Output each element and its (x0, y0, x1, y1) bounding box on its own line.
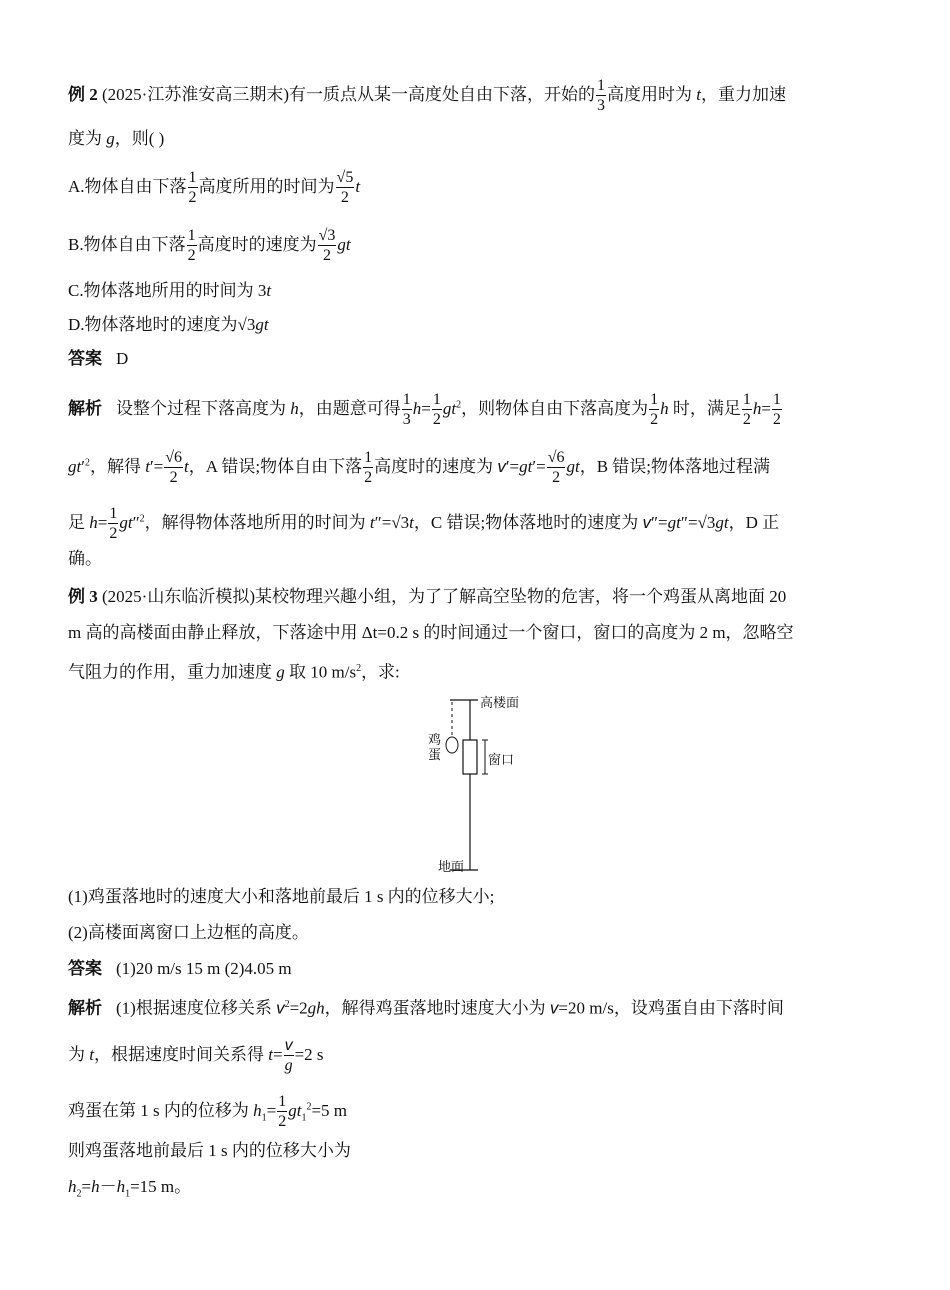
option-a: A.物体自由下落 $\frac{1}{2}$ 高度所用的时间为 $\frac{√5}{2}$ t (68, 169, 361, 206)
egg-drop-diagram (400, 688, 550, 874)
label-window: 窗口 (488, 752, 515, 767)
ex3-question-1: (1)鸡蛋落地时的速度大小和落地前最后 1 s 内的位移大小; (68, 887, 495, 906)
fraction-one-third: $\frac{1}{3}$ (596, 77, 605, 114)
ex2-analysis-line4: 确。 (68, 549, 102, 568)
option-d: D.物体落地时的速度为√3gt (68, 315, 269, 334)
ex3-analysis-line5: $h_2=h-h_1=15$ m。 (68, 1177, 192, 1200)
ex3-label: 例 3 (68, 587, 98, 606)
label-ground: 地面 (438, 859, 465, 874)
ex3-analysis-line2: 为 t，根据速度时间关系得 t= $\frac{v}{g}$ =2 s (68, 1037, 324, 1074)
ex3-line1: 例 3 (2025·山东临沂模拟)某校物理兴趣小组，为了了解高空坠物的危害，将一个鸡蛋从离地面 20 (68, 587, 787, 606)
ex2-label: 例 2 (68, 84, 98, 104)
ex3-analysis-line3: 鸡蛋在第 1 s 内的位移为 $h_1=$ $\frac{1}{2}$ $gt_1^2=5$ m (68, 1093, 348, 1130)
ex3-question-2: (2)高楼面离窗口上边框的高度。 (68, 923, 309, 942)
ex2-line1: 例 2 (2025·江苏淮安高三期末)有一质点从某一高度处自由下落，开始的 $\frac{1}{3}$ 高度用时为 t，重力加速 (68, 77, 786, 114)
ex3-line2: m 高的高楼面由静止释放，下落途中用 Δt=0.2 s 的时间通过一个窗口，窗口的高度为 2 m，忽略空 (68, 623, 794, 642)
ex3-line3: 气阻力的作用，重力加速度 g 取 10 $m/s^2$，求: (68, 662, 400, 682)
ex3-analysis-line1: 解析 (1)根据速度位移关系 $v^2=2gh$，解得鸡蛋落地时速度大小为 v=20 m/s，设鸡蛋自由下落时间 (68, 998, 784, 1018)
ex3-answer: 答案 (1)20 m/s 15 m (2)4.05 m (68, 959, 292, 978)
option-c: C.物体落地所用的时间为 3t (68, 281, 272, 300)
label-egg: 鸡蛋 (428, 732, 442, 762)
option-b: B.物体自由下落 $\frac{1}{2}$ 高度时的速度为 $\frac{√3}{2}$ gt (68, 227, 351, 264)
ex2-analysis-line3: 足 h= $\frac{1}{2}$ gt″$^2$，解得物体落地所用的时间为 t″=√3t，C 错误;物体落地时的速度为 v″=gt″=√3gt，D 正 (68, 505, 780, 542)
ex2-analysis-line1: 解析 设整个过程下落高度为 h，由题意可得 $\frac{1}{3}$ h= $\frac{1}{2}$ $gt^2$，则物体自由下落高度为 $\frac{1}{2}$ h 时，满足 $\frac{1}{2}$ h= $\frac{1}{2}$ (68, 391, 781, 428)
ex3-analysis-line4: 则鸡蛋落地前最后 1 s 内的位移大小为 (68, 1141, 351, 1160)
ex2-line2: 度为 g，则( ) (68, 129, 165, 148)
ex2-answer: 答案 D (68, 349, 129, 368)
label-roof: 高楼面 (480, 695, 520, 710)
diagram-lines (400, 688, 550, 874)
ex2-analysis-line2: $gt'^2$，解得 t′= $\frac{√6}{2}$ t，A 错误;物体自由下落 $\frac{1}{2}$ 高度时的速度为 v′=gt′= $\frac{√6}{2}$ gt，B 错误;物体落地过程满 (68, 449, 771, 486)
